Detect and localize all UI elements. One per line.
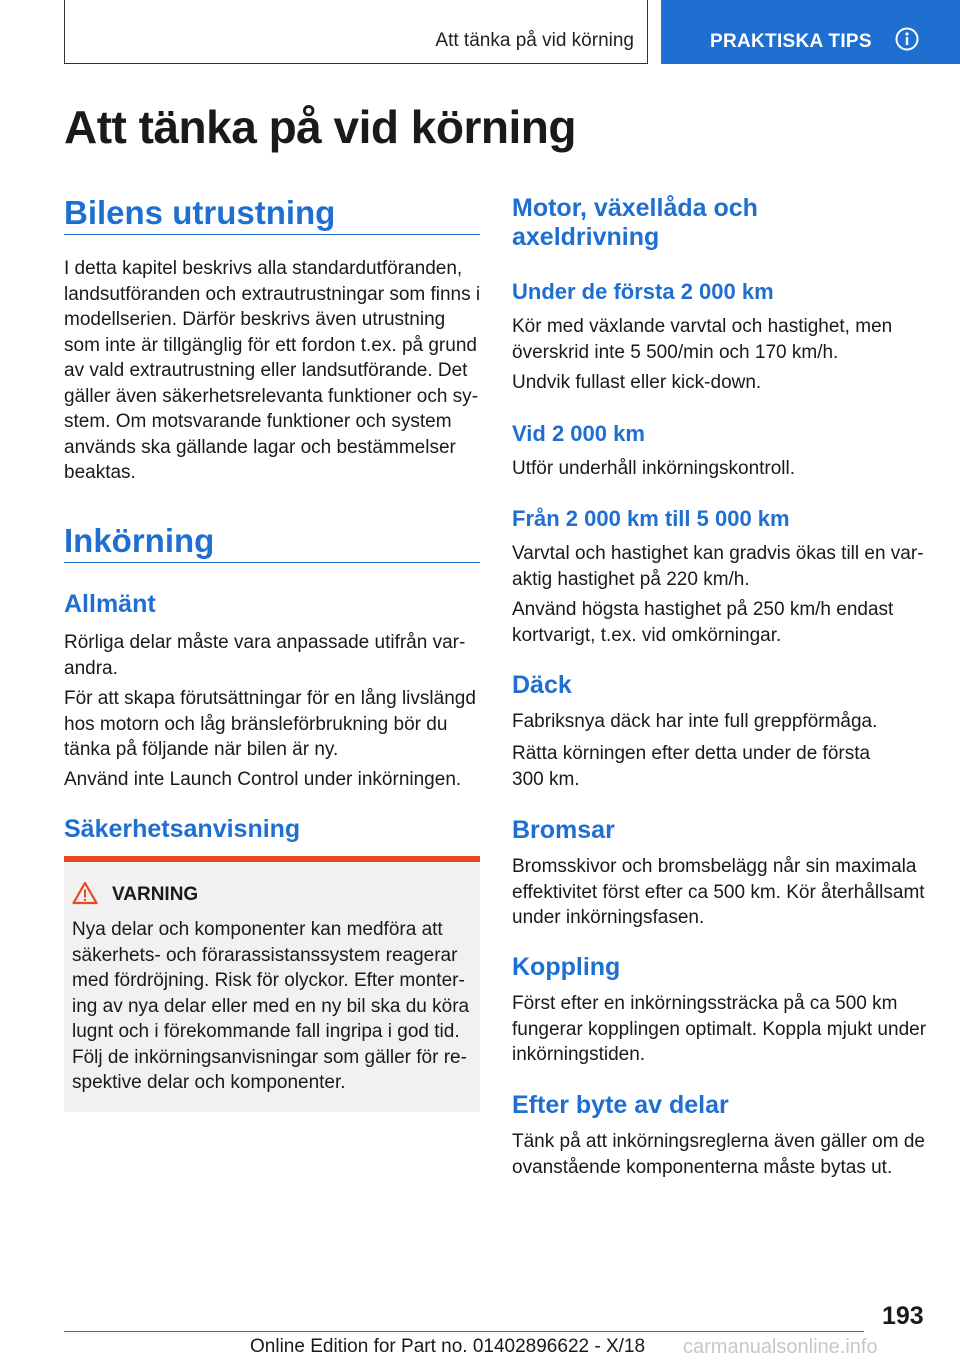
- heading-rule: [64, 234, 480, 235]
- page-title: Att tänka på vid körning: [64, 101, 576, 153]
- bilens-utrustning-text: I detta kapitel beskrivs alla standardutföranden, landsutföranden och extrautrustningar som finns i modellserien. Därför beskrivs även utrustning som inte är tillgänglig för ett fordon t.ex. på grund av vald extrautrustning eller landsutförande. Det gäller även säkerhetsrelevanta funktioner och system. Om motsvarande funktioner och system används ska gällande lagar och bestämmelser beaktas.: [64, 258, 481, 483]
- allmant-paragraph-3: Använd inte Launch Control under inkörningen.: [64, 769, 462, 790]
- heading-bromsar: Bromsar: [512, 816, 615, 844]
- heading-inkorning: Inkörning: [64, 522, 215, 559]
- allmant-paragraph-1: Rörliga delar måste vara anpassade utifrån varandra.: [64, 632, 466, 679]
- heading-vid-2000: Vid 2 000 km: [512, 421, 645, 446]
- footer-edition: Online Edition for Part no. 01402896622 - X/18: [250, 1336, 646, 1357]
- fran-paragraph-2: Använd högsta hastighet på 250 km/h endast kortvarigt, t.ex. vid omkörningar.: [512, 599, 894, 646]
- info-icon[interactable]: [895, 27, 919, 51]
- forsta-paragraph-1: Kör med växlande varvtal och hastighet, men överskrid inte 5 500/min och 170 km/h.: [512, 316, 893, 363]
- efter-byte-paragraph: Tänk på att inkörningsreglerna även gäller om de ovanstående komponenterna måste bytas ut.: [512, 1131, 925, 1178]
- header-tab-label: PRAKTISKA TIPS: [710, 31, 872, 52]
- heading-fran-2000-till-5000: Från 2 000 km till 5 000 km: [512, 506, 790, 531]
- dack-paragraph-2: Rätta körningen efter detta under de första 300 km.: [512, 743, 871, 790]
- allmant-paragraph-2: För att skapa förutsättningar för en lång livslängd hos motorn och låg bränsleförbrukning bör du tänka på följande när bilen är ny.: [64, 688, 476, 760]
- heading-rule: [64, 562, 480, 563]
- heading-dack: Däck: [512, 671, 572, 699]
- vid2000-paragraph: Utför underhåll inkörningskontroll.: [512, 458, 796, 479]
- footer-rule: [64, 1331, 864, 1332]
- heading-sakerhetsanvisning: Säkerhetsanvisning: [64, 815, 301, 843]
- dack-paragraph-1: Fabriksnya däck har inte full greppförmåga.: [512, 711, 878, 732]
- heading-allmant: Allmänt: [64, 590, 156, 618]
- bromsar-paragraph: Bromsskivor och bromsbelägg når sin maximala effektivitet först efter ca 500 km. Kör återhållsamt under inkörningsfasen.: [512, 856, 925, 928]
- warning-text: Nya delar och komponenter kan medföra att säkerhets- och förarassistanssystem reagerar med fördröjning. Risk för olyckor. Efter montering av nya delar eller med en ny bil ska du köra lugnt och i förekommande fall ingripa i god tid. Följ de inkörningsanvisningar som gäller för respektive delar och komponenter.: [72, 919, 470, 1093]
- koppling-paragraph: Först efter en inkörningssträcka på ca 500 km fungerar kopplingen optimalt. Koppla mjukt under inkörningstiden.: [512, 993, 927, 1065]
- page-number: 193: [882, 1302, 924, 1330]
- forsta-paragraph-2: Undvik fullast eller kick-down.: [512, 372, 762, 393]
- warning-triangle-icon: [72, 881, 98, 905]
- watermark: carmanualsonline.info: [683, 1336, 878, 1358]
- warning-label: VARNING: [112, 884, 199, 905]
- header-section-box: [64, 0, 648, 64]
- fran-paragraph-1: Varvtal och hastighet kan gradvis ökas till en varaktig hastighet på 220 km/h.: [512, 543, 924, 590]
- heading-motor-vaxellada: Motor, växellåda och axeldrivning: [512, 194, 758, 251]
- heading-under-de-forsta: Under de första 2 000 km: [512, 279, 774, 304]
- header-section-title: Att tänka på vid körning: [435, 30, 634, 51]
- heading-efter-byte: Efter byte av delar: [512, 1091, 729, 1119]
- heading-koppling: Koppling: [512, 953, 621, 981]
- heading-bilens-utrustning: Bilens utrustning: [64, 194, 336, 231]
